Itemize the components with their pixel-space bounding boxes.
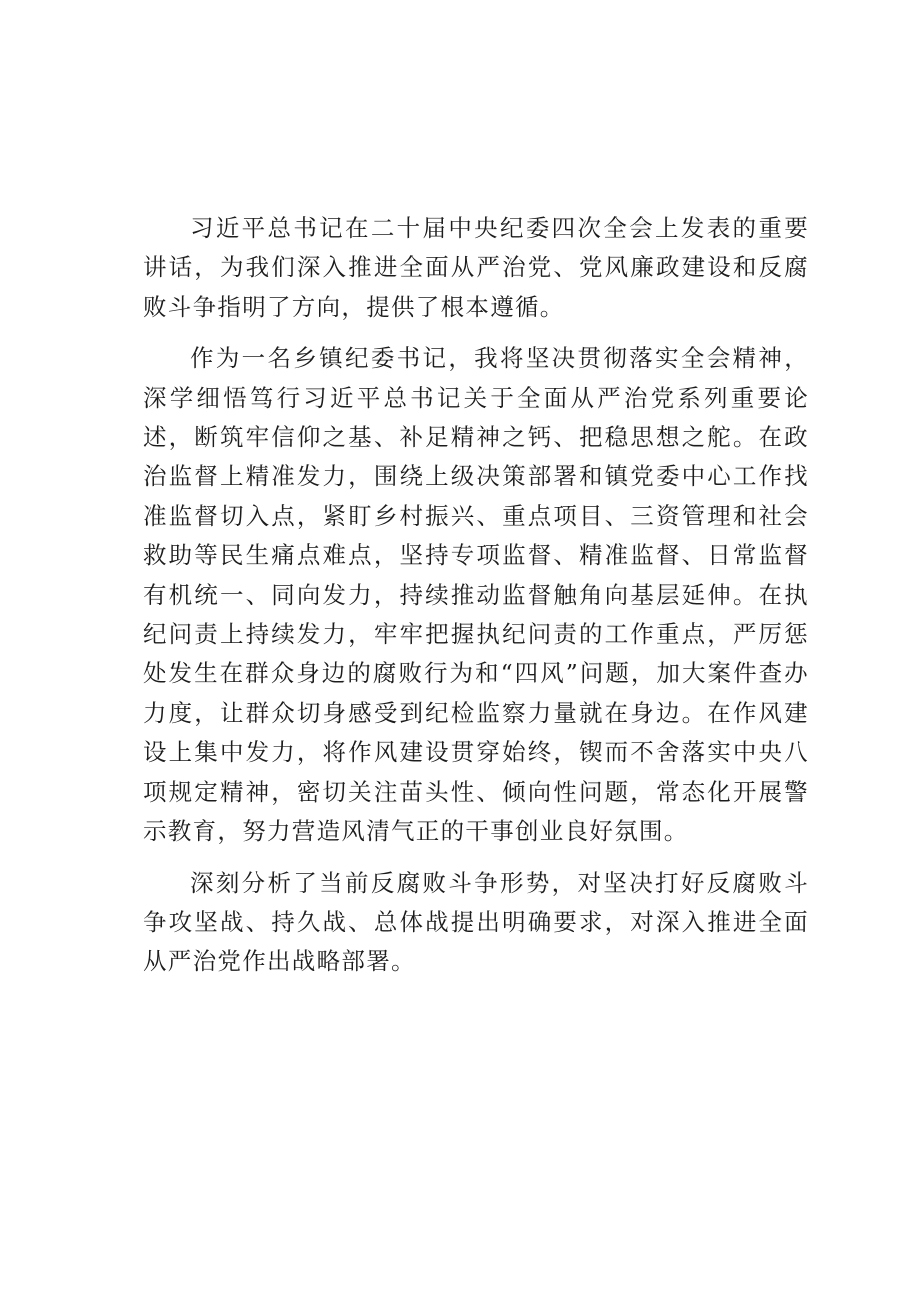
paragraph-2: 作为一名乡镇纪委书记，我将坚决贯彻落实全会精神，深学细悟笃行习近平总书记关于全面从严治党系列重要论述，断筑牢信仰之基、补足精神之钙、把稳思想之舵。在政治监督上精准发力，围绕上级决策部署和镇党委中心工作找准监督切入点，紧盯乡村振兴、重点项目、三资管理和社会救助等民生痛点难点，坚持专项监督、精准监督、日常监督有机统一、同向发力，持续推动监督触角向基层延伸。在执纪问责上持续发力，牢牢把握执纪问责的工作重点，严厉惩处发生在群众身边的腐败行为和“四风”问题，加大案件查办力度，让群众切身感受到纪检监察力量就在身边。在作风建设上集中发力，将作风建设贯穿始终，锲而不舍落实中央八项规定精神，密切关注苗头性、倾向性问题，常态化开展警示教育，努力营造风清气正的干事创业良好氛围。 — [143, 344, 809, 846]
paragraph-1: 习近平总书记在二十届中央纪委四次全会上发表的重要讲话，为我们深入推进全面从严治党、党风廉政建设和反腐败斗争指明了方向，提供了根本遵循。 — [143, 214, 809, 321]
document-body — [143, 209, 809, 994]
paragraph-3: 深刻分析了当前反腐败斗争形势，对坚决打好反腐败斗争攻坚战、持久战、总体战提出明确要求，对深入推进全面从严治党作出战略部署。 — [143, 868, 809, 976]
